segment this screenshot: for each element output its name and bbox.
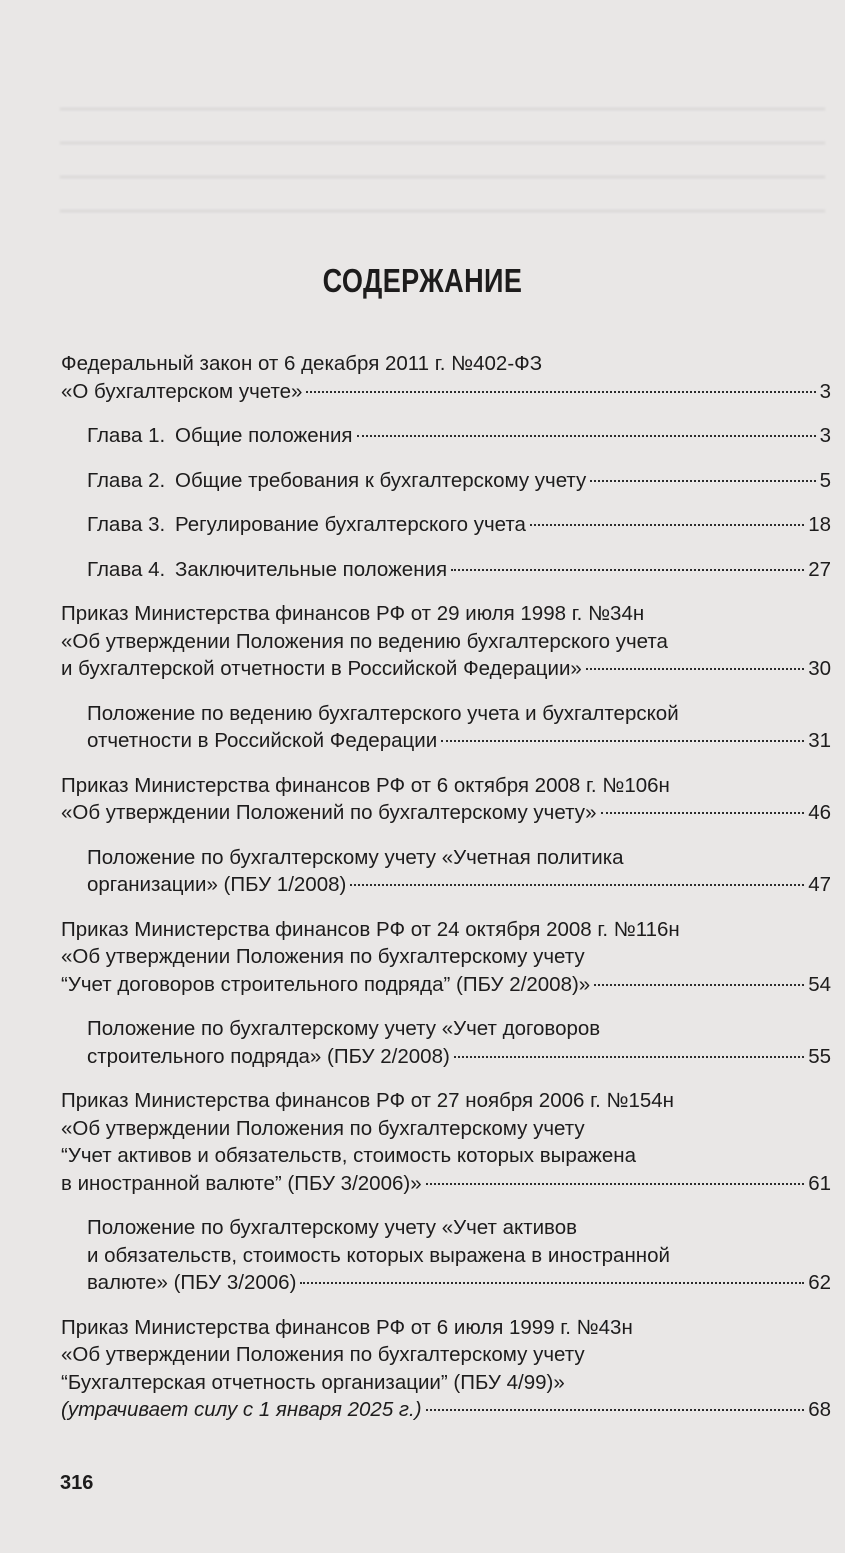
- entry-line: “Учет активов и обязательств, стоимость которых выражена: [61, 1144, 636, 1167]
- entry-line: Приказ Министерства финансов РФ от 24 октября 2008 г. №116н: [61, 917, 680, 941]
- entry-note-italic: (утрачивает силу с 1 января 2025 г.): [61, 1398, 422, 1421]
- leader-dots: [306, 391, 815, 393]
- chapter-title: Регулирование бухгалтерского учета: [175, 513, 526, 536]
- toc-entry-regulation-accounting[interactable]: [61, 700, 831, 755]
- leader-dots: [601, 812, 805, 814]
- entry-line: «О бухгалтерском учете»: [61, 379, 303, 403]
- entry-line: Положение по ведению бухгалтерского учета и бухгалтерской: [87, 701, 679, 725]
- toc-entry-chapter-2[interactable]: [61, 467, 831, 495]
- page-ref: 61: [808, 1171, 831, 1195]
- page-ref: 46: [808, 801, 831, 824]
- page-ref: 62: [808, 1271, 831, 1294]
- page-ref: 30: [808, 657, 831, 680]
- toc-entry-pbu-1[interactable]: [61, 844, 831, 899]
- leader-dots: [441, 740, 804, 742]
- entry-line: Положение по бухгалтерскому учету «Учет активов: [87, 1216, 578, 1239]
- table-of-contents: [61, 350, 831, 1441]
- leader-dots: [586, 668, 804, 670]
- chapter-number: Глава 1.: [87, 424, 166, 447]
- page-ref: 55: [808, 1044, 831, 1068]
- entry-line: и обязательств, стоимость которых выражена в иностранной: [87, 1243, 670, 1267]
- leader-dots: [454, 1056, 804, 1058]
- leader-dots: [530, 524, 804, 526]
- entry-line: строительного подряда» (ПБУ 2/2008): [87, 1044, 450, 1068]
- entry-line: отчетности в Российской Федерации: [87, 729, 438, 752]
- leader-dots: [300, 1282, 804, 1284]
- leader-dots: [426, 1409, 805, 1411]
- entry-line: «Об утверждении Положения по бухгалтерскому учету: [61, 945, 585, 968]
- toc-entry-chapter-1[interactable]: [61, 422, 831, 450]
- page-title: СОДЕРЖАНИЕ: [322, 262, 523, 299]
- page-ref: 3: [819, 379, 831, 403]
- chapter-title: Заключительные положения: [175, 557, 448, 581]
- toc-entry-pbu-2[interactable]: [61, 1015, 831, 1070]
- leader-dots: [594, 984, 804, 986]
- toc-entry-order-43n[interactable]: [61, 1314, 831, 1424]
- entry-line: Приказ Министерства финансов РФ от 29 июля 1998 г. №34н: [61, 602, 645, 625]
- entry-line: в иностранной валюте” (ПБУ 3/2006)»: [61, 1171, 422, 1195]
- page-ref: 18: [808, 513, 831, 536]
- entry-line: Федеральный закон от 6 декабря 2011 г. №402-ФЗ: [61, 352, 543, 375]
- entry-line: «Об утверждении Положения по ведению бухгалтерского учета: [61, 629, 668, 653]
- entry-line: Приказ Министерства финансов РФ от 27 ноября 2006 г. №154н: [61, 1089, 674, 1112]
- chapter-number: Глава 2.: [87, 468, 166, 492]
- chapter-number: Глава 4.: [87, 557, 166, 581]
- chapter-title: Общие требования к бухгалтерскому учету: [175, 468, 587, 492]
- page-ref: 31: [808, 729, 831, 752]
- leader-dots: [350, 884, 804, 886]
- toc-entry-order-106n[interactable]: [61, 772, 831, 827]
- toc-entry-chapter-3[interactable]: [61, 511, 831, 539]
- page-ref: 27: [808, 557, 831, 581]
- page-number: 316: [60, 1472, 94, 1494]
- page-ref: 68: [808, 1398, 831, 1421]
- toc-entry-federal-law[interactable]: [61, 350, 831, 405]
- entry-line: и бухгалтерской отчетности в Российской Федерации»: [61, 657, 582, 680]
- chapter-number: Глава 3.: [87, 513, 166, 536]
- entry-line: «Об утверждении Положений по бухгалтерскому учету»: [61, 801, 597, 824]
- entry-line: “Бухгалтерская отчетность организации” (ПБУ 4/99)»: [61, 1370, 565, 1394]
- entry-line: «Об утверждении Положения по бухгалтерскому учету: [61, 1116, 585, 1140]
- page-ref: 54: [808, 972, 831, 996]
- entry-line: Приказ Министерства финансов РФ от 6 октября 2008 г. №106н: [61, 773, 670, 797]
- toc-entry-order-34n[interactable]: [61, 600, 831, 683]
- chapter-title: Общие положения: [175, 424, 353, 447]
- entry-line: «Об утверждении Положения по бухгалтерскому учету: [61, 1343, 585, 1366]
- leader-dots: [426, 1183, 805, 1185]
- leader-dots: [357, 435, 816, 437]
- toc-entry-pbu-3[interactable]: [61, 1214, 831, 1297]
- leader-dots: [590, 480, 815, 482]
- page-ref: 47: [808, 873, 831, 896]
- entry-line: Приказ Министерства финансов РФ от 6 июля 1999 г. №43н: [61, 1315, 633, 1339]
- entry-line: Положение по бухгалтерскому учету «Учетная политика: [87, 845, 624, 869]
- entry-line: “Учет договоров строительного подряда” (ПБУ 2/2008)»: [61, 972, 591, 996]
- bleed-through-text: [60, 92, 825, 242]
- leader-dots: [451, 569, 804, 571]
- toc-entry-chapter-4[interactable]: [61, 556, 831, 584]
- toc-entry-order-154n[interactable]: [61, 1087, 831, 1197]
- page-ref: 3: [819, 424, 831, 447]
- entry-line: валюте» (ПБУ 3/2006): [87, 1271, 297, 1294]
- page-ref: 5: [819, 468, 831, 492]
- toc-entry-order-116n[interactable]: [61, 916, 831, 999]
- entry-line: организации» (ПБУ 1/2008): [87, 873, 347, 896]
- entry-line: Положение по бухгалтерскому учету «Учет договоров: [87, 1017, 601, 1040]
